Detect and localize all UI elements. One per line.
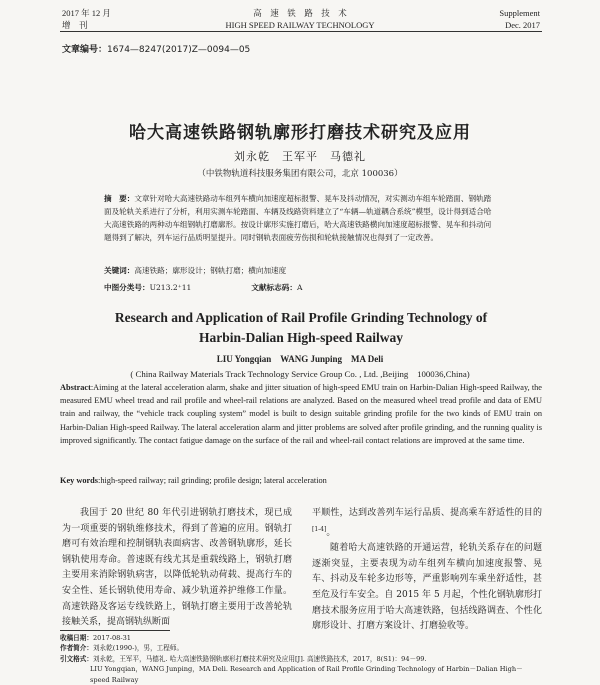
body-paragraph: 随着哈大高速铁路的开通运营，轮轨关系存在的问题逐渐突显，主要表现为动车组列车横向加速度报警、晃车、抖动及车轮多边形等，严重影响列车乘坐舒适性，甚至危及行车安全。自 2015 年 5 月起，个性化钢轨廓形打磨技术服务应用于哈大高速铁路，包括线路调查、个性化廓形设计、打磨方案设计、打磨验收等。 [312, 543, 542, 632]
footnote-text: 刘永乾，王军平，马德礼. 哈大高速铁路钢轨廓形打磨技术研究及应用[J]. 高速铁路技术，2017，8(S1)：94－99. [92, 654, 427, 663]
header-right [499, 7, 540, 31]
footnote-author [60, 643, 542, 653]
abstract-cn-text: 文章针对哈大高速铁路动车组列车横向加速度超标报警、晃车及抖动情况，对实测动车组车轮踏面、钢轨踏面及轮轨关系进行了分析，利用实测车轮踏面、车辆及线路资料建立了“车辆—轨道耦合系统”模型，设计得到适合哈大高速铁路的两种动车组钢轨打磨廓形。按设计廓形实施打磨后，哈大高速铁路横向加速度超标报警、晃车和抖动问题得到了解决，列车运行品质明显提升。同时钢轨表面疲劳伤损和轮轨接触情况也得到了一定改善。 [104, 194, 492, 242]
title-en-line-1: Research and Application of Rail Profile Grinding Technology of [114, 310, 488, 325]
citation-ref: [1-4] [312, 525, 327, 533]
keywords-en-text: :high-speed railway; rail grinding; profile design; lateral acceleration [98, 476, 327, 485]
footnote-label: 引文格式： [60, 654, 93, 663]
footnotes [60, 633, 542, 685]
running-header [0, 0, 600, 34]
affiliation-en: ( China Railway Materials Track Technology Service Group Co. , Ltd. ,Beijing 100036,China) [130, 369, 470, 379]
classification-cn [104, 281, 494, 294]
doc-code-label: 文献标志码： [251, 283, 297, 292]
keywords-cn-label: 关键词： [104, 266, 135, 275]
keywords-en [60, 476, 542, 485]
header-date: 2017 年 12 月 [62, 8, 111, 18]
title-en-line-2: Harbin-Dalian High-speed Railway [198, 330, 404, 345]
header-supplement: Supplement [499, 8, 540, 18]
body-text-end: 。 [326, 527, 336, 538]
abstract-cn-label: 摘 要： [104, 194, 135, 203]
doc-code-value: A [296, 283, 303, 292]
footnote-text: 刘永乾(1990-)，男，工程师。 [92, 644, 184, 653]
footnote-received [60, 633, 542, 643]
keywords-cn [104, 264, 494, 277]
footnote-label: 收稿日期： [60, 634, 93, 642]
body-text: 平顺性，达到改善列车运行品质、提高乘车舒适性的目的 [312, 508, 542, 518]
abstract-cn [104, 192, 494, 244]
footnote-citation [60, 654, 542, 664]
abstract-en-label: Abstract [60, 383, 91, 392]
authors-en: LIU Yongqian WANG Junping MA Deli [216, 354, 384, 364]
keywords-en-label: Key words [60, 476, 99, 485]
footnote-text: 2017-08-31 [92, 634, 131, 642]
journal-name-cn: 高 速 铁 路 技 术 [253, 8, 347, 18]
header-date-en: Dec. 2017 [505, 20, 540, 30]
authors-cn: 刘永乾 王军平 马德礼 [234, 150, 366, 163]
abstract-en-text: :Aiming at the lateral acceleration alarm, shake and jitter situation of high-speed EMU train on Harbin-Dalian High-speed Railway, the measured EMU wheel tread and rail profile and wheel-rail relations are analyzed. Based on the measured wheel tread profile and data of EMU train and railway, the “vehicle track coupling system” model is built to design suitable grinding profile for the two kinds of EMU train on Harbin-Dalian High-speed Railway. The lateral acceleration alarm and jitter problems are solved after profile grinding, and the running quality is improved significantly. The contact fatigue damage on the surface of the rail and wheel-rail contact relations are improved at the same time. [60, 383, 542, 445]
footnote-label: 作者简介： [60, 644, 93, 653]
body-paragraph: 我国于 20 世纪 80 年代引进钢轨打磨技术，现已成为一项重要的钢轨维修技术，得到了普遍的应用。钢轨打磨可有效治理和控制钢轨表面病害、改善钢轨廓形，延长钢轨使用寿命。普速既有线尤其是重载线路上，钢轨打磨主要用来消除钢轨病害，以降低轮轨动荷载、提高行车的安全性、延长钢轨使用寿命、减少轨道养护维修工作量。高速铁路及客运专线铁路上，钢轨打磨主要用于改善轮轨接触关系，提高钢轨纵断面 [62, 508, 292, 628]
footnote-divider [60, 630, 170, 631]
body-column-right [312, 506, 542, 635]
footnote-citation-en [60, 664, 542, 685]
article-number [62, 42, 250, 55]
article-number-label: 文章编号： [62, 45, 108, 55]
article-number-value: 1674—8247(2017)Z—0094—05 [107, 45, 251, 55]
affiliation-cn: （中铁物轨道科技服务集团有限公司，北京 100036） [197, 169, 403, 179]
footnote-text: LIU Yongqian，WANG Junping，MA Deli. Research and Application of Rail Profile Grinding Technology of Harbin－Dalian High－speed Railway [90, 665, 523, 684]
body-column-left [62, 506, 292, 631]
abstract-en [60, 381, 542, 447]
header-divider [60, 31, 542, 32]
body-paragraph-cont [312, 506, 542, 541]
title-en [60, 308, 542, 348]
header-issue: 增 刊 [62, 20, 88, 30]
journal-name-en: HIGH SPEED RAILWAY TECHNOLOGY [225, 20, 375, 30]
clc-value: U213.2⁺11 [149, 283, 192, 292]
clc-label: 中图分类号： [104, 283, 150, 292]
keywords-cn-text: 高速铁路；廓形设计；钢轨打磨；横向加速度 [134, 266, 287, 275]
title-cn: 哈大高速铁路钢轨廓形打磨技术研究及应用 [129, 123, 471, 143]
